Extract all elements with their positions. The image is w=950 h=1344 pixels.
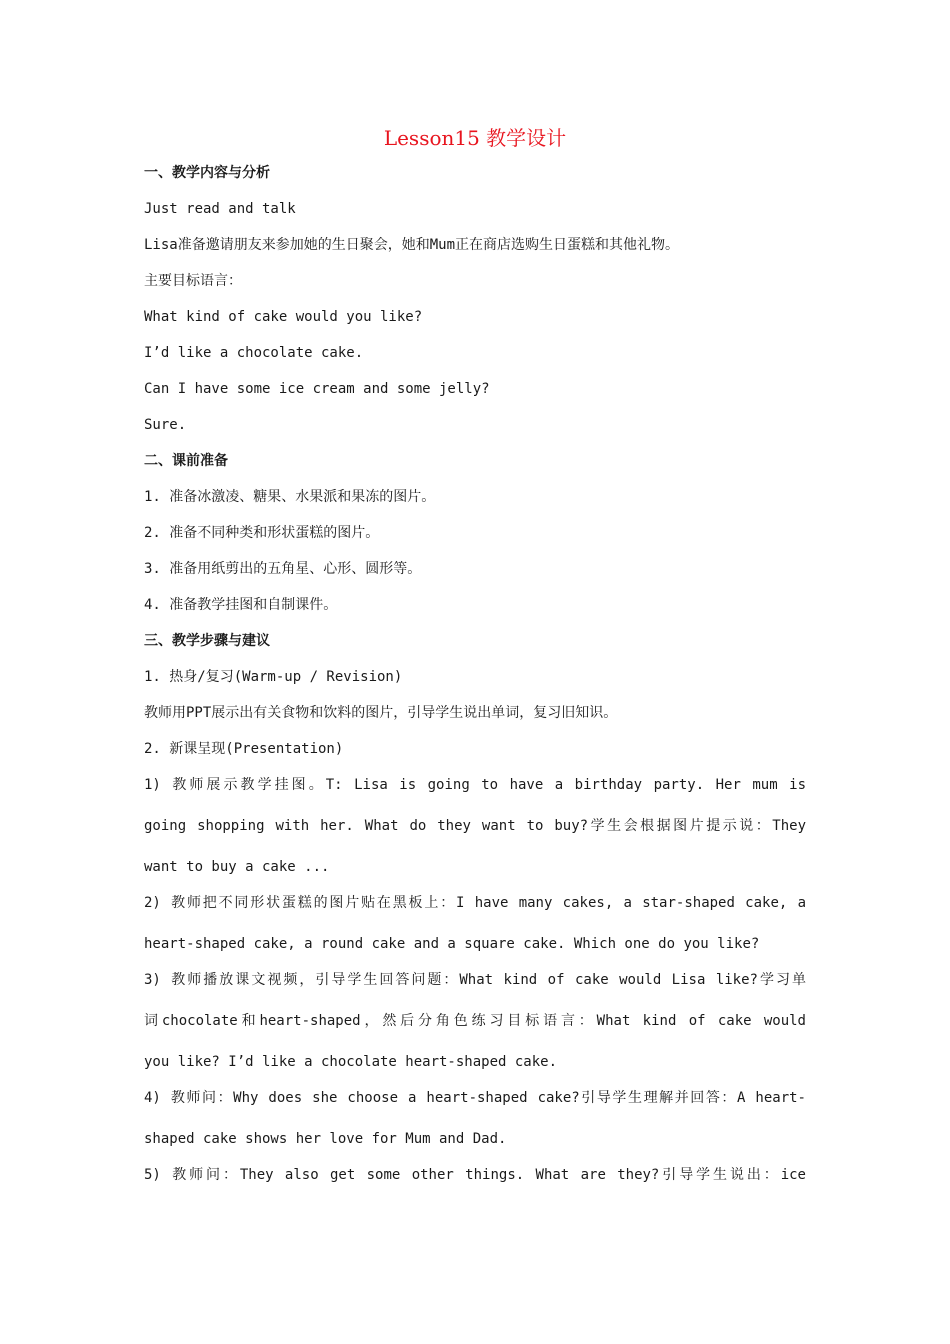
list-item: 1. 准备冰激凌、糖果、水果派和果冻的图片。: [144, 489, 436, 505]
paragraph: 3) 教师播放课文视频，引导学生回答问题：What kind of cake would Lisa like?学习单: [144, 972, 806, 988]
paragraph: 主要目标语言：: [144, 273, 242, 289]
paragraph: Can I have some ice cream and some jelly?: [144, 381, 490, 397]
list-item: 4. 准备教学挂图和自制课件。: [144, 597, 338, 613]
step-title: 2. 新课呈现(Presentation): [144, 741, 344, 757]
paragraph: you like? I’d like a chocolate heart-shaped cake.: [144, 1054, 558, 1070]
paragraph: Just read and talk: [144, 201, 296, 217]
section-heading-preparation: 二、课前准备: [144, 453, 228, 469]
paragraph: Lisa准备邀请朋友来参加她的生日聚会，她和Mum正在商店选购生日蛋糕和其他礼物。: [144, 237, 679, 253]
paragraph: 教师用PPT展示出有关食物和饮料的图片，引导学生说出单词，复习旧知识。: [144, 705, 618, 721]
paragraph: I’d like a chocolate cake.: [144, 345, 364, 361]
list-item: 3. 准备用纸剪出的五角星、心形、圆形等。: [144, 561, 422, 577]
section-heading-teaching-steps: 三、教学步骤与建议: [144, 633, 270, 649]
page-title: Lesson15 教学设计: [383, 126, 567, 150]
paragraph: 2) 教师把不同形状蛋糕的图片贴在黑板上：I have many cakes, a star-shaped cake, a: [144, 895, 806, 911]
paragraph: 5) 教师问：They also get some other things. What are they?引导学生说出：ice: [144, 1167, 806, 1183]
paragraph: 词chocolate和heart-shaped，然后分角色练习目标语言：What kind of cake would: [144, 1013, 806, 1029]
list-item: 2. 准备不同种类和形状蛋糕的图片。: [144, 525, 380, 541]
section-heading-content-analysis: 一、教学内容与分析: [144, 165, 270, 181]
paragraph: 1) 教师展示教学挂图。T: Lisa is going to have a birthday party. Her mum is: [144, 777, 806, 793]
paragraph: What kind of cake would you like?: [144, 309, 423, 325]
step-title: 1. 热身/复习(Warm-up / Revision): [144, 669, 403, 685]
paragraph: going shopping with her. What do they want to buy?学生会根据图片提示说：They: [144, 818, 806, 834]
paragraph: 4) 教师问：Why does she choose a heart-shaped cake?引导学生理解并回答：A heart-: [144, 1090, 806, 1106]
paragraph: shaped cake shows her love for Mum and Dad.: [144, 1131, 507, 1147]
paragraph: Sure.: [144, 417, 187, 433]
paragraph: heart-shaped cake, a round cake and a square cake. Which one do you like?: [144, 936, 760, 952]
paragraph: want to buy a cake ...: [144, 859, 330, 875]
